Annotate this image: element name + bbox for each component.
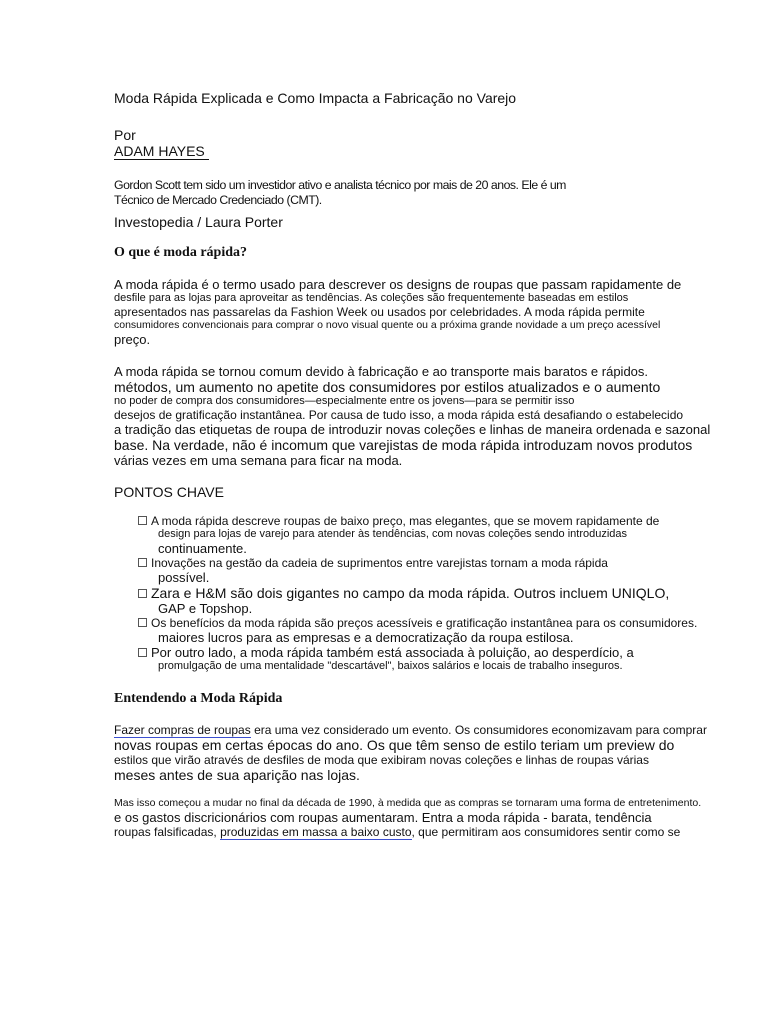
paragraph-line: consumidores convencionais para comprar o novo visual quente ou a próxima grande novidade a um preço acessível bbox=[114, 319, 661, 331]
key-point-text: design para lojas de varejo para atender às tendências, com novas coleções sendo introduzidas bbox=[158, 528, 628, 540]
paragraph-line: várias vezes em uma semana para ficar na moda. bbox=[114, 453, 403, 468]
paragraph-line: Mas isso começou a mudar no final da década de 1990, à medida que as compras se tornaram uma forma de entretenimento. bbox=[114, 797, 702, 809]
key-point-text: A moda rápida descreve roupas de baixo preço, mas elegantes, que se movem rapidamente de bbox=[151, 514, 660, 528]
author-bio-line: Gordon Scott tem sido um investidor ativo e analista técnico por mais de 20 anos. Ele é um bbox=[114, 178, 566, 192]
image-credit: Investopedia / Laura Porter bbox=[114, 214, 283, 230]
author-link[interactable]: ADAM HAYES bbox=[114, 143, 209, 160]
bullet-box-icon bbox=[138, 648, 147, 657]
key-point-text: continuamente. bbox=[158, 541, 247, 556]
paragraph-text: , que permitiram aos consumidores sentir como se bbox=[411, 825, 681, 839]
document-page bbox=[114, 90, 734, 839]
article-title: Moda Rápida Explicada e Como Impacta a Fabricação no Varejo bbox=[114, 90, 517, 106]
key-point-text: GAP e Topshop. bbox=[158, 601, 253, 616]
section-heading: O que é moda rápida? bbox=[114, 245, 248, 260]
key-point-item bbox=[138, 556, 734, 585]
paragraph-line: métodos, um aumento no apetite dos consumidores por estilos atualizados e o aumento bbox=[114, 379, 661, 395]
key-point-text: maiores lucros para as empresas e a democratização da roupa estilosa. bbox=[158, 630, 574, 645]
paragraph-line: a tradição das etiquetas de roupa de introduzir novas coleções e linhas de maneira ordenada e sazonal bbox=[114, 422, 711, 437]
key-point-text: Zara e H&M são dois gigantes no campo da moda rápida. Outros incluem UNIQLO, bbox=[151, 585, 670, 601]
key-point-text: promulgação de uma mentalidade "descartável", baixos salários e locais de trabalho inseguros. bbox=[158, 660, 623, 672]
by-label: Por bbox=[114, 127, 136, 143]
paragraph bbox=[114, 364, 734, 468]
key-point-item bbox=[138, 514, 734, 556]
paragraph-line: apresentados nas passarelas da Fashion Week ou usados por celebridades. A moda rápida permite bbox=[114, 305, 645, 319]
paragraph-line: preço. bbox=[114, 332, 151, 347]
bullet-box-icon bbox=[138, 516, 147, 525]
key-point-text: possível. bbox=[158, 570, 210, 585]
key-point-text: Os benefícios da moda rápida são preços acessíveis e gratificação instantânea para os consumidores. bbox=[151, 616, 698, 630]
author-bio-line: Técnico de Mercado Credenciado (CMT). bbox=[114, 193, 322, 207]
key-point-text: Inovações na gestão da cadeia de suprimentos entre varejistas tornam a moda rápida bbox=[151, 556, 608, 570]
bullet-box-icon bbox=[138, 589, 147, 598]
bullet-box-icon bbox=[138, 618, 147, 627]
paragraph-line: A moda rápida se tornou comum devido à fabricação e ao transporte mais baratos e rápidos. bbox=[114, 364, 649, 379]
paragraph bbox=[114, 723, 734, 783]
key-point-item bbox=[138, 585, 734, 616]
paragraph-line: no poder de compra dos consumidores—especialmente entre os jovens—para se permitir isso bbox=[114, 395, 575, 407]
clothes-shopping-link[interactable]: Fazer compras de roupas bbox=[114, 723, 251, 737]
key-points-list bbox=[114, 514, 734, 673]
key-point-item bbox=[138, 616, 734, 645]
paragraph bbox=[114, 277, 734, 347]
section-heading: Entendendo a Moda Rápida bbox=[114, 691, 283, 706]
mass-produced-link[interactable]: produzidas em massa a baixo custo bbox=[220, 825, 412, 839]
bullet-box-icon bbox=[138, 558, 147, 567]
paragraph-line: e os gastos discricionários com roupas aumentaram. Entra a moda rápida - barata, tendência bbox=[114, 810, 652, 825]
paragraph-line: meses antes de sua aparição nas lojas. bbox=[114, 767, 360, 783]
paragraph-line: base. Na verdade, não é incomum que varejistas de moda rápida introduzam novos produtos bbox=[114, 437, 693, 453]
paragraph-line: A moda rápida é o termo usado para descrever os designs de roupas que passam rapidamente de bbox=[114, 277, 682, 292]
paragraph bbox=[114, 797, 734, 839]
paragraph-line: estilos que virão através de desfiles de moda que exibiram novas coleções e linhas de roupas várias bbox=[114, 753, 649, 767]
key-points-heading: PONTOS CHAVE bbox=[114, 484, 224, 500]
paragraph-line: desejos de gratificação instantânea. Por causa de tudo isso, a moda rápida está desafiando o estabelecido bbox=[114, 408, 684, 422]
key-point-item bbox=[138, 645, 734, 673]
key-point-text: Por outro lado, a moda rápida também está associada à poluição, ao desperdício, a bbox=[151, 645, 634, 660]
paragraph-line: novas roupas em certas épocas do ano. Os que têm senso de estilo teriam um preview do bbox=[114, 737, 675, 753]
paragraph-line: desfile para as lojas para aproveitar as tendências. As coleções são frequentemente baseadas em estilos bbox=[114, 292, 629, 304]
paragraph-text: roupas falsificadas, bbox=[114, 825, 221, 839]
paragraph-text: era uma vez considerado um evento. Os consumidores economizavam para comprar bbox=[250, 723, 707, 737]
